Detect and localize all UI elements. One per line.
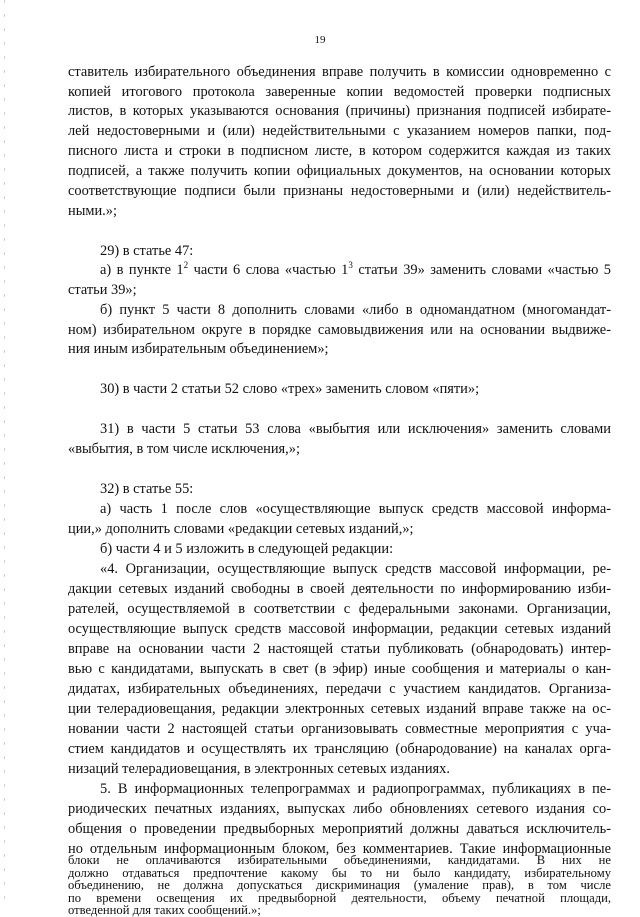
text-line: соответствующие подписи были признаны недостоверными и (или) недействитель- (68, 183, 611, 199)
text-line: объединению, не должна допускаться дискриминация (умаление прав), в том числе (68, 878, 611, 893)
scan-edge-marks (4, 0, 5, 905)
text-line: лей недостоверными и (или) недействительными с указанием номеров папки, под- (68, 123, 611, 139)
text-fragment: а) в пункте 1 (100, 262, 184, 278)
text-line: общения о проведении предвыборных мероприятий должны даваться исключитель- (68, 821, 611, 837)
text-line: 31) в части 5 статьи 53 слова «выбытия или исключения» заменить словами (100, 421, 611, 437)
text-fragment: статьи 39» заменить словами «частью 5 (352, 262, 612, 278)
text-line: вью с кандидатами, выпускать в свет (в эфир) иные сообщения и материалы о кан- (68, 661, 611, 677)
text-line: б) пункт 5 части 8 дополнить словами «либо в одномандатном (многомандат- (100, 302, 611, 318)
text-line: ном) избирательном округе в порядке самовыдвижения или на основании выдвиже- (68, 322, 611, 338)
text-line: ции,» дополнить словами «редакции сетевых изданий,»; (68, 521, 414, 537)
text-fragment: части 6 слова «частью 1 (188, 262, 349, 278)
text-line: «выбытия, в том числе исключения,»; (68, 441, 300, 457)
text-line: 30) в части 2 статьи 52 слово «трех» заменить словом «пяти»; (100, 381, 480, 397)
text-line: листов, в которых указываются основания (причины) признания подписей избирате- (68, 103, 611, 119)
text-line: отведенной для таких сообщений.»; (68, 903, 261, 917)
text-line: низаций телерадиовещания, в электронных сетевых изданиях. (68, 761, 450, 777)
text-line: но отдельным информационным блоком, без комментариев. Такие информационные (68, 841, 611, 857)
text-line: писного листа и строки в подписном листе, в котором содержится каждая из таких (68, 143, 611, 159)
text-line: риодических печатных изданиях, выпусках либо обновлениях сетевого издания со- (68, 801, 611, 817)
text-line: ными.»; (68, 203, 117, 219)
text-line: вправе на основании части 2 настоящей статьи публиковать (обнародовать) интер- (68, 641, 611, 657)
text-line: копией итогового протокола заверенные копии ведомостей проверки подписных (68, 84, 611, 100)
text-line: статьи 39»; (68, 282, 137, 298)
text-line: блоки не оплачиваются избирательными объединениями, кандидатами. В них не (68, 853, 611, 867)
text-line: ставитель избирательного объединения вправе получить в комиссии одновременно с (68, 64, 611, 80)
text-line: рателей, осуществляемой в соответствии с федеральными законами. Организации, (68, 601, 611, 617)
superscript: 3 (348, 260, 353, 271)
text-line: дидатах, избирательных объединениях, передачи с участием кандидатов. Организа- (68, 681, 611, 697)
text-line-with-superscripts (100, 262, 611, 279)
text-line: подписей, а также получить копии официальных документов, на основании которых (68, 163, 611, 179)
text-line: «4. Организации, осуществляющие выпуск средств массовой информации, ре- (100, 561, 611, 577)
text-line: а) часть 1 после слов «осуществляющие выпуск средств массовой информа- (100, 501, 611, 517)
page-number: 19 (314, 34, 326, 46)
superscript: 2 (183, 260, 189, 271)
text-line: новании части 2 настоящей статьи организовывать совместные мероприятия с уча- (68, 721, 611, 737)
text-line: должно отдаваться предпочтение какому бы то ни было кандидату, избирательному (68, 865, 611, 880)
text-line: б) части 4 и 5 изложить в следующей редакции: (100, 541, 394, 557)
text-line: стием кандидатов и осуществлять их трансляцию (обнародование) на каналах орга- (68, 741, 611, 757)
text-line: 29) в статье 47: (100, 243, 194, 259)
text-line: ции телерадиовещания, редакции электронных сетевых изданий вправе также на ос- (68, 701, 611, 717)
text-line: 32) в статье 55: (100, 481, 194, 497)
text-line: ния иным избирательным объединением»; (68, 341, 329, 357)
text-line: 5. В информационных телепрограммах и радиопрограммах, публикациях в пе- (100, 781, 611, 797)
text-line: осуществляющие выпуск средств массовой информации, редакции сетевых изданий (68, 621, 611, 637)
text-line: дакции сетевых изданий свободны в своей деятельности по информированию изби- (68, 581, 611, 597)
text-line: по времени освещения их предвыборной деятельности, объему печатной площади, (68, 890, 611, 905)
